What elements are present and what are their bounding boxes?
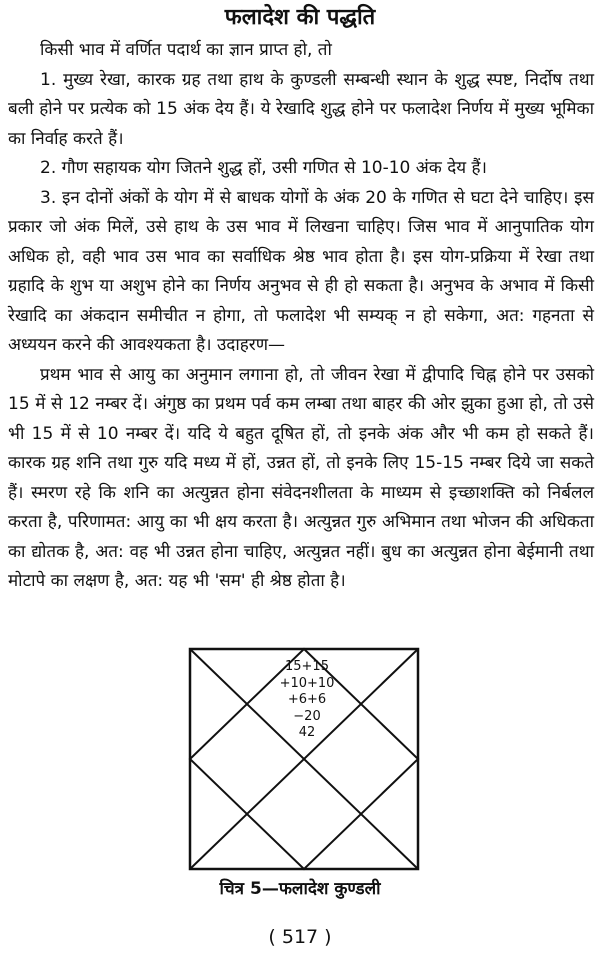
paragraph-intro: किसी भाव में वर्णित पदार्थ का ज्ञान प्राप्त हो, तो (40, 40, 332, 60)
chart-line-2: +10+10 (279, 675, 335, 691)
paragraph-example: प्रथम भाव से आयु का अनुमान लगाना हो, तो जीवन रेखा में द्वीपादि चिह्न होने पर उसको 15 में से 12 नम्बर दें। अंगुष्ठ का प्रथम पर्व कम लम्बा तथा बाहर की ओर झुका हुआ हो, तो उसे भी 15 में से 10 नम्बर दें। यदि ये बहुत दूषित हों, तो इनके अंक और भी कम हो सकते हैं। कारक ग्रह शनि तथा गुरु यदि मध्य में हों, उन्नत हों, तो इनके लिए 15-15 नम्बर दिये जा सकते हैं। स्मरण रहे कि शनि का अत्युन्नत होना संवेदनशीलता के माध्यम से इच्छाशक्ति को निर्बलल करता है, परिणामत: आयु का भी क्षय करता है। अत्युन्नत गुरु अभिमान तथा भोजन की अधिकता का द्योतक है, अत: वह भी उन्नत होना चाहिए, अत्युन्नत नहीं। बुध का अत्युन्नत होना बेईमानी तथा मोटापे का लक्षण है, अत: यह भी 'सम' ही श्रेष्ठ होता है। (8, 364, 594, 591)
chart-line-4: −20 (293, 708, 321, 724)
chart-line-1: 15+15 (285, 659, 329, 674)
chart-line-5: 42 (298, 725, 316, 740)
body-text (8, 36, 594, 597)
paragraph-point-2: 2. गौण सहायक योग जितने शुद्ध हों, उसी गणित से 10-10 अंक देय हैं। (40, 158, 487, 178)
chart-calculation (266, 659, 348, 742)
chart-line-3: +6+6 (287, 692, 327, 707)
kundali-chart (188, 647, 420, 871)
page-title: फलादेश की पद्धति (224, 5, 376, 30)
figure-caption: चित्र 5—फलादेश कुण्डली (219, 879, 381, 899)
paragraph-point-3: 3. इन दोनों अंकों के योग में से बाधक योगों के अंक 20 के गणित से घटा देने चाहिए। इस प्रकार जो अंक मिलें, उसे हाथ के उस भाव में लिखना चाहिए। जिस भाव में आनुपातिक योग अधिक हो, वही भाव उस भाव का सर्वाधिक श्रेष्ठ भाव होता है। इस योग-प्रक्रिया में रेखा तथा ग्रहादि के शुभ या अशुभ होने का निर्णय अनुभव से ही हो सकता है। अनुभव के अभाव में किसी रेखादि का अंकदान समीचीत न होगा, तो फलादेश भी सम्यक् न हो सकेगा, अत: गहनता से अध्ययन करने की आवश्यकता है। उदाहरण— (8, 187, 594, 355)
paragraph-point-1: 1. मुख्य रेखा, कारक ग्रह तथा हाथ के कुण्डली सम्बन्धी स्थान के शुद्ध स्पष्ट, निर्दोष तथा बली होने पर प्रत्येक को 15 अंक देय हैं। ये रेखादि शुद्ध होने पर फलादेश निर्णय में मुख्य भूमिका का निर्वाह करते हैं। (8, 69, 594, 149)
page-number: ( 517 ) (268, 926, 332, 948)
